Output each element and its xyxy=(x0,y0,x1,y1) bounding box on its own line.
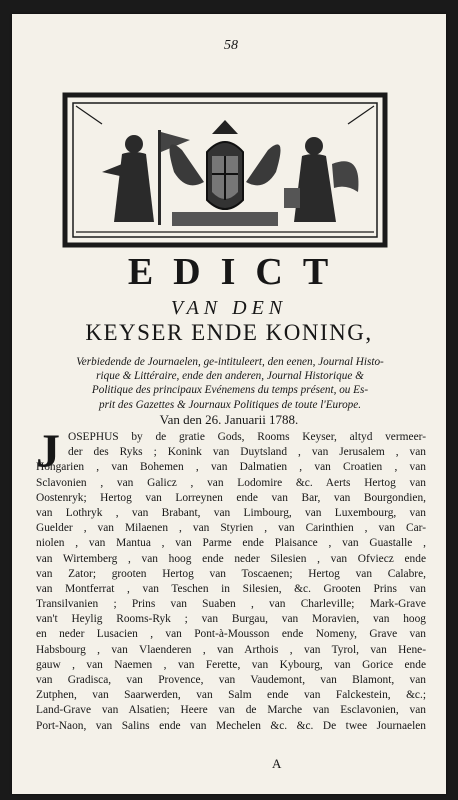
body-line: Oostenryk; Hertog van Lorreynen ende van Bar, van Bourgondien, xyxy=(36,491,426,504)
document-page xyxy=(12,14,446,794)
preamble xyxy=(42,355,418,412)
body-line: van Lothryk , van Brabant, van Limbourg, van Luxembourg, van xyxy=(36,506,426,519)
signature-mark: A xyxy=(272,756,282,771)
preamble-line: rique & Littéraire, ende den anderen, Journal Historique & xyxy=(96,370,364,383)
body-line: Port-Naon, van Salins ende van Mechelen &c. &c. De twee Journaelen xyxy=(36,719,426,732)
title-subtitle: VAN DEN xyxy=(170,297,288,319)
body-line: Land-Grave van Alsatien; Heere van de Marche van Esclavonien, van xyxy=(36,704,426,717)
body-line: van Montferrat , van Teschen in Silesien, &c. Grooten Prins van xyxy=(36,582,426,595)
folio-number: 58 xyxy=(224,38,238,53)
body-line: Sclavonien , van Galicz , van Lodomire &c. Aerts Hertog van xyxy=(36,476,426,489)
body-line: van Zator; grooten Hertog van Toscaenen; Hertog van Calabre, xyxy=(36,567,426,580)
body-line: van Wirtemberg , van hoog ende neder Silesien , van Ofviecz ende xyxy=(36,552,426,565)
body-line: Zutphen, van Saarwerden, van Salm ende van Falckestein, &c.; xyxy=(36,689,426,702)
body-text xyxy=(36,425,426,734)
body-line: Hongarien , van Bohemen , van Dalmatien , van Croatien , van xyxy=(36,461,426,474)
preamble-line: Politique des principaux Evénemens du temps présent, ou Es- xyxy=(91,384,369,397)
body-line: gauw , van Naemen , van Ferette, van Kybourg, van Gorice ende xyxy=(36,658,426,671)
body-line: niolen , van Mantua , van Parme ende Plaisance , van Guastalle , xyxy=(36,537,426,550)
preamble-line: prit des Gazettes & Journaux Politiques de toute l'Europe. xyxy=(98,398,362,411)
headpiece-ornament-icon xyxy=(62,92,388,248)
body-line: van't Heylig Rooms-Ryk ; van Burgau, van Moravien, van hoog xyxy=(36,613,426,626)
body-line: Habsbourg , van Vlaenderen , van Arthois , van Tyrol, van Hene- xyxy=(36,643,426,656)
drop-capital: J xyxy=(36,425,60,478)
preamble-line: Verbiedende de Journaelen, ge-intituleert, den eenen, Journal Histo- xyxy=(76,356,384,368)
body-line: der des Ryks ; Konink van Duytsland , van Jerusalem , van xyxy=(68,446,426,459)
edict-title: EDICT xyxy=(127,251,349,293)
body-line: Transilvanien ; Prins van Suaben , van Charleville; Mark-Grave xyxy=(36,598,426,611)
body-line: van Gradisca, van Provence, van Vaudemont, van Blamont, van xyxy=(36,674,426,686)
body-line: en neder Lusacien , van Pont-à-Mousson ende Nomeny, Grave van xyxy=(36,628,426,641)
title-heading: KEYSER ENDE KONING, xyxy=(85,320,373,345)
body-line: OSEPHUS by de gratie Gods, Rooms Keyser, altyd vermeer- xyxy=(68,431,426,443)
edict-date: Van den 26. Januarii 1788. xyxy=(159,412,299,427)
body-line: Guelder , van Milaenen , van Styrien , van Carinthien , van Car- xyxy=(36,522,426,535)
